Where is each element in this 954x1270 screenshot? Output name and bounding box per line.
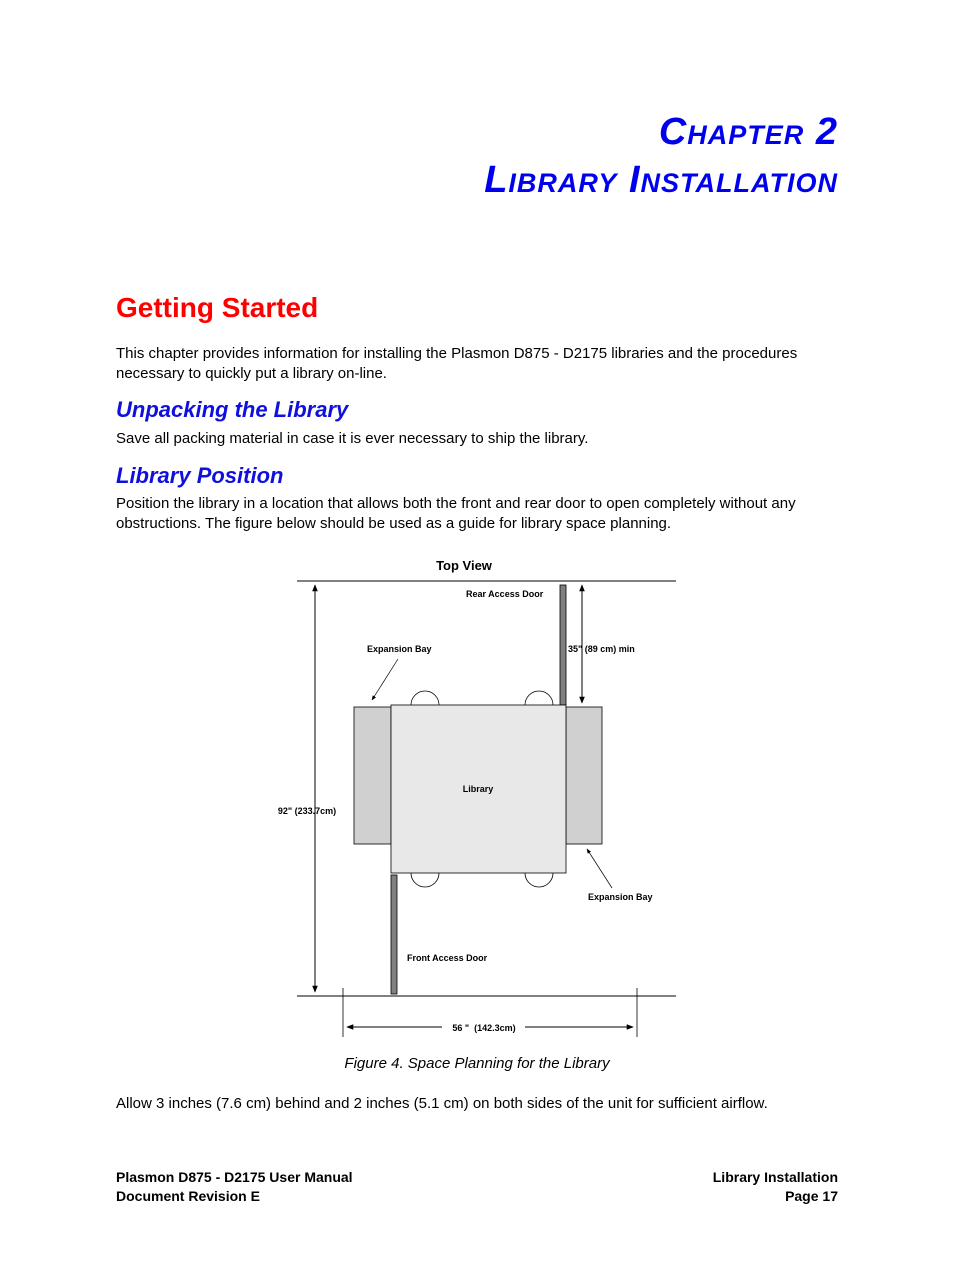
rear-access-door (560, 585, 566, 705)
caster-front-right (525, 873, 553, 887)
airflow-paragraph: Allow 3 inches (7.6 cm) behind and 2 inches (5.1 cm) on both sides of the unit for sufficient airflow. (116, 1095, 768, 1112)
expansion-bay-right-label: Expansion Bay (588, 892, 653, 902)
unpacking-heading: Unpacking the Library (116, 397, 349, 422)
caster-rear-left (411, 691, 439, 705)
footer-manual-title: Plasmon D875 - D2175 User Manual (116, 1169, 353, 1185)
front-door-label: Front Access Door (407, 953, 488, 963)
position-paragraph: Position the library in a location that allows both the front and rear door to open completely without any obstructions. The figure below should be used as a guide for library space planning. (116, 495, 796, 532)
chapter-name: Library Installation (484, 159, 838, 201)
caster-front-left (411, 873, 439, 887)
rear-door-label: Rear Access Door (466, 589, 544, 599)
unpacking-paragraph: Save all packing material in case it is ever necessary to ship the library. (116, 430, 589, 447)
figure-title: Top View (436, 558, 492, 573)
expansion-bay-left-label: Expansion Bay (367, 644, 432, 654)
footer-left (116, 1168, 353, 1206)
footer-revision: Document Revision E (116, 1188, 260, 1204)
footer-right (713, 1168, 838, 1206)
width-label: 56 " (142.3cm) (452, 1023, 516, 1033)
footer-chapter-name: Library Installation (712, 1169, 838, 1185)
position-heading: Library Position (116, 463, 284, 488)
intro-paragraph: This chapter provides information for installing the Plasmon D875 - D2175 libraries and the procedures necessary to quickly put a library on-line. (116, 345, 798, 382)
figure-caption: Figure 4. Space Planning for the Library (344, 1055, 610, 1072)
caster-rear-right (525, 691, 553, 705)
expansion-bay-left (354, 707, 391, 844)
chapter-number: Chapter 2 (658, 111, 838, 153)
section-heading: Getting Started (116, 292, 319, 323)
footer-page-number: Page 17 (785, 1188, 838, 1204)
library-label: Library (462, 784, 494, 794)
expansion-bay-right-leader (587, 849, 612, 888)
front-access-door (391, 875, 397, 994)
expansion-bay-left-leader (372, 659, 398, 700)
depth-label: 92" (233.7cm) (277, 806, 337, 816)
expansion-bay-right (566, 707, 602, 844)
clearance-label: 35" (89 cm) min (568, 644, 635, 654)
